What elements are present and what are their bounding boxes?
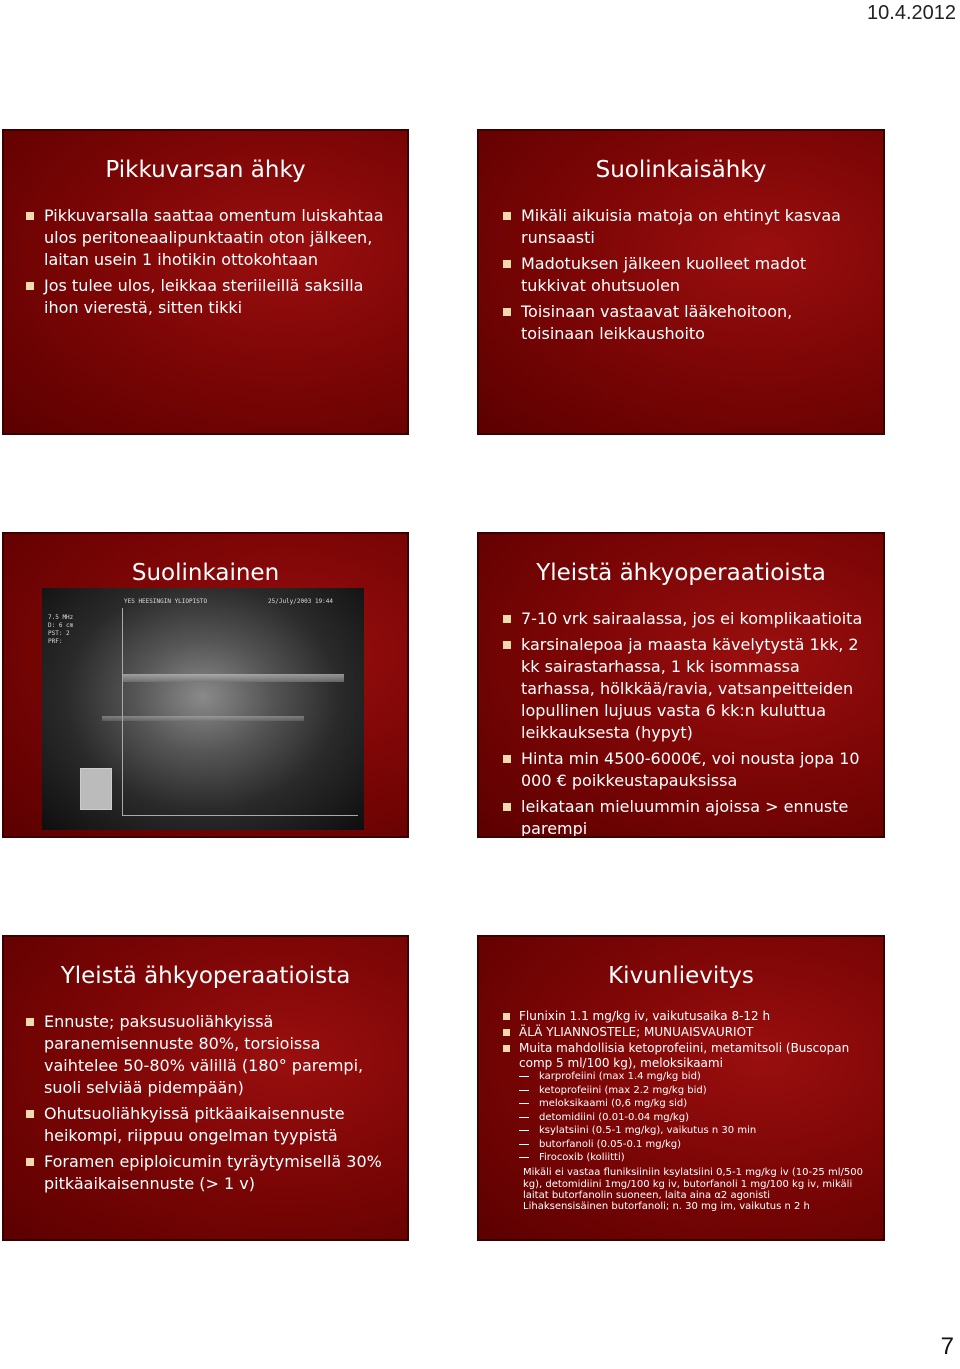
note-text: Lihaksensisäinen butorfanoli; n. 30 mg im, vaikutus n 2 h <box>523 1201 810 1212</box>
bullet-item: karsinalepoa ja maasta kävelytystä 1kk, 2 kk sairastarhassa, 1 kk isommassa tarhassa, hölkkää/ravia, vatsanpeitteiden lopullinen lujuus vasta 6 kk:n kuluttua leikkauksesta (hypyt) <box>503 634 863 744</box>
slide-title: Suolinkaisähky <box>595 157 767 183</box>
tissue-band <box>102 716 304 721</box>
dash-icon <box>519 1157 529 1158</box>
dash-icon <box>519 1144 529 1145</box>
sub-item: Firocoxib (koliitti) <box>519 1151 859 1165</box>
header-date: 10.4.2012 <box>867 2 956 24</box>
bullet-item: Toisinaan vastaavat lääkehoitoon, toisinaan leikkaushoito <box>503 301 863 345</box>
scale-line <box>122 815 358 816</box>
dash-icon <box>519 1103 529 1104</box>
bullet-square-icon <box>26 212 34 220</box>
bullet-item: Foramen epiploicumin tyräytymisellä 30% pitkäaikaisennuste (> 1 v) <box>26 1151 396 1195</box>
probe-position-icon <box>80 768 112 810</box>
slide-kivunlievitys <box>477 935 885 1241</box>
bullet-list <box>26 1011 396 1199</box>
slide-yleista-ahkyoperaatioista-1 <box>477 532 885 838</box>
bullet-item: Hinta min 4500-6000€, voi nousta jopa 10 000 € poikkeustapauksissa <box>503 748 863 792</box>
bullet-item: 7-10 vrk sairaalassa, jos ei komplikaatioita <box>503 608 863 630</box>
bullet-square-icon <box>503 615 511 623</box>
tissue-band <box>122 674 344 682</box>
slide-title: Kivunlievitys <box>608 963 754 989</box>
ultrasound-image: YES HEESINGIN YLIOPISTO 25/July/2003 19:44 7.5 MHz D: 6 cm PST: 2 PRF: <box>42 588 364 830</box>
slide-pikkuvarsan-ahky <box>2 129 409 435</box>
bullet-list <box>26 205 396 323</box>
bullet-item: ÄLÄ YLIANNOSTELE; MUNUAISVAURIOT <box>503 1025 873 1040</box>
bullet-square-icon <box>26 1158 34 1166</box>
sub-list <box>519 1070 859 1165</box>
bullet-square-icon <box>503 308 511 316</box>
dash-icon <box>519 1076 529 1077</box>
bullet-square-icon <box>503 641 511 649</box>
bullet-item: Jos tulee ulos, leikkaa steriileillä saksilla ihon vierestä, sitten tikki <box>26 275 396 319</box>
bullet-square-icon <box>26 282 34 290</box>
slide-suolinkainen <box>2 532 409 838</box>
bullet-item: leikataan mieluummin ajoissa > ennuste parempi <box>503 796 863 838</box>
bullet-list <box>503 1009 873 1072</box>
scale-line <box>122 608 123 816</box>
bullet-item: Pikkuvarsalla saattaa omentum luiskahtaa ulos peritoneaalipunktaatin oton jälkeen, laitan usein 1 ihotikin ottokohtaan <box>26 205 396 271</box>
sub-item: ketoprofeiini (max 2.2 mg/kg bid) <box>519 1084 859 1098</box>
bullet-square-icon <box>26 1018 34 1026</box>
bullet-square-icon <box>26 1110 34 1118</box>
bullet-item: Ohutsuoliähkyissä pitkäaikaisennuste heikompi, riippuu ongelman tyypistä <box>26 1103 396 1147</box>
sub-item: detomidiini (0.01-0.04 mg/kg) <box>519 1111 859 1125</box>
bullet-item: Madotuksen jälkeen kuolleet madot tukkivat ohutsuolen <box>503 253 863 297</box>
dash-icon <box>519 1090 529 1091</box>
sub-item: karprofeiini (max 1.4 mg/kg bid) <box>519 1070 859 1084</box>
slide-yleista-ahkyoperaatioista-2 <box>2 935 409 1241</box>
bullet-item: Flunixin 1.1 mg/kg iv, vaikutusaika 8-12 h <box>503 1009 873 1024</box>
page-number: 7 <box>940 1333 954 1360</box>
note-text: Mikäli ei vastaa fluniksiiniin ksylatsiini 0,5-1 mg/kg iv (10-25 ml/500 kg), detomidiini 1mg/100 kg iv, butorfanoli 1 mg/100 kg iv, mikäli laitat butorfanolin suoneen, laita aina α2 agonisti <box>523 1167 863 1201</box>
bullet-square-icon <box>503 260 511 268</box>
bullet-square-icon <box>503 1029 510 1036</box>
sub-item: butorfanoli (0.05-0.1 mg/kg) <box>519 1138 859 1152</box>
bullet-item: Ennuste; paksusuoliähkyissä paranemisennuste 80%, torsioissa vaihtelee 50-80% välillä (180° parempi, suoli selviää pidempään) <box>26 1011 396 1099</box>
bullet-item: Muita mahdollisia ketoprofeiini, metamitsoli (Buscopan comp 5 ml/100 kg), meloksikaami <box>503 1041 873 1071</box>
sub-item: ksylatsiini (0.5-1 mg/kg), vaikutus n 30 min <box>519 1124 859 1138</box>
slide-suolinkaisahky <box>477 129 885 435</box>
bullet-square-icon <box>503 803 511 811</box>
bullet-square-icon <box>503 212 511 220</box>
slide-title: Yleistä ähkyoperaatioista <box>536 560 826 586</box>
bullet-square-icon <box>503 755 511 763</box>
slide-title: Yleistä ähkyoperaatioista <box>60 963 351 989</box>
bullet-item: Mikäli aikuisia matoja on ehtinyt kasvaa runsaasti <box>503 205 863 249</box>
bullet-list <box>503 608 863 838</box>
slide-title: Pikkuvarsan ähky <box>105 157 306 183</box>
dash-icon <box>519 1130 529 1131</box>
slide-title: Suolinkainen <box>131 560 280 586</box>
bullet-list <box>503 205 863 349</box>
bullet-square-icon <box>503 1045 510 1052</box>
dash-icon <box>519 1117 529 1118</box>
sub-item: meloksikaami (0,6 mg/kg sid) <box>519 1097 859 1111</box>
bullet-square-icon <box>503 1013 510 1020</box>
